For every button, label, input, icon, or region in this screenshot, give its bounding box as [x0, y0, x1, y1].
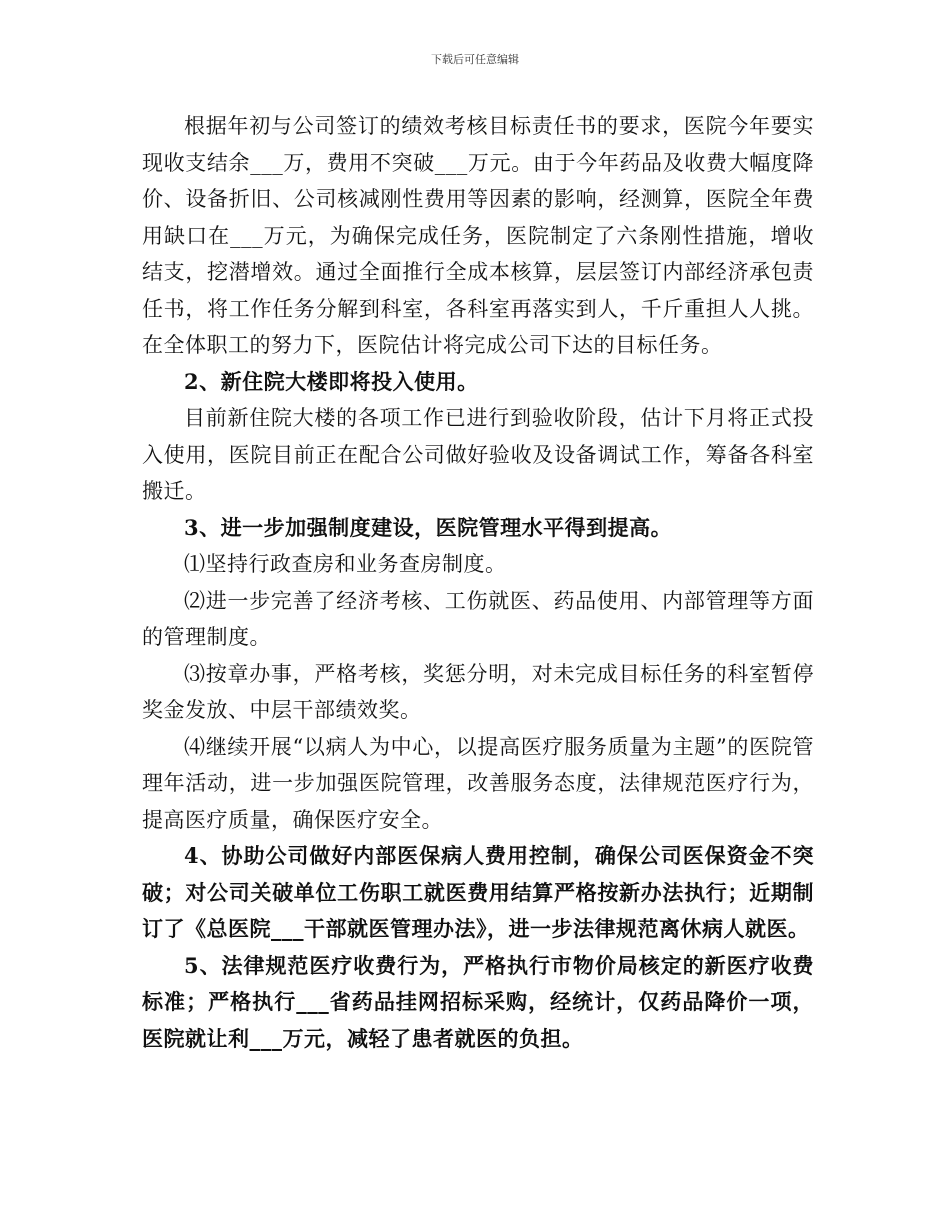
- document-body: [142, 108, 814, 1057]
- paragraph-medical-insurance: 4、协助公司做好内部医保病人费用控制，确保公司医保资金不突破；对公司关破单位工伤职工就医费用结算严格按新办法执行；近期制订了《总医院___干部就医管理办法》，进一步法律规范离休病人就医。: [142, 843, 814, 941]
- list-item-1: ⑴坚持行政查房和业务查房制度。: [184, 552, 507, 576]
- page-header: 下载后可任意编辑: [431, 53, 519, 66]
- paragraph-medical-fees: 5、法律规范医疗收费行为，严格执行市物价局核定的新医疗收费标准；严格执行___省药品挂网招标采购，经统计，仅药品降价一项，医院就让利___万元，减轻了患者就医的负担。: [142, 952, 814, 1051]
- list-item-4: ⑷继续开展“以病人为中心，以提高医疗服务质量为主题”的医院管理年活动，进一步加强医院管理，改善服务态度，法律规范医疗行为，提高医疗质量，确保医疗安全。: [142, 734, 814, 832]
- section-heading-system-construction: 3、进一步加强制度建设，医院管理水平得到提高。: [184, 514, 673, 540]
- section-heading-new-building: 2、新住院大楼即将投入使用。: [184, 368, 479, 394]
- list-item-2: ⑵进一步完善了经济考核、工伤就医、药品使用、内部管理等方面的管理制度。: [142, 588, 814, 649]
- list-item-3: ⑶按章办事，严格考核，奖惩分明，对未完成目标任务的科室暂停奖金发放、中层干部绩效奖。: [142, 661, 814, 722]
- paragraph-target-responsibility: 根据年初与公司签订的绩效考核目标责任书的要求，医院今年要实现收支结余___万，费用不突破___万元。由于今年药品及收费大幅度降价、设备折旧、公司核减刚性费用等因素的影响，经测算，医院全年费用缺口在___万元，为确保完成任务，医院制定了六条刚性措施，增收结支，挖潜增效。通过全面推行全成本核算，层层签订内部经济承包责任书，将工作任务分解到科室，各科室再落实到人，千斤重担人人挑。在全体职工的努力下，医院估计将完成公司下达的目标任务。: [142, 114, 814, 357]
- paragraph-new-building: 目前新住院大楼的各项工作已进行到验收阶段，估计下月将正式投入使用，医院目前正在配合公司做好验收及设备调试工作，筹备各科室搬迁。: [142, 406, 814, 503]
